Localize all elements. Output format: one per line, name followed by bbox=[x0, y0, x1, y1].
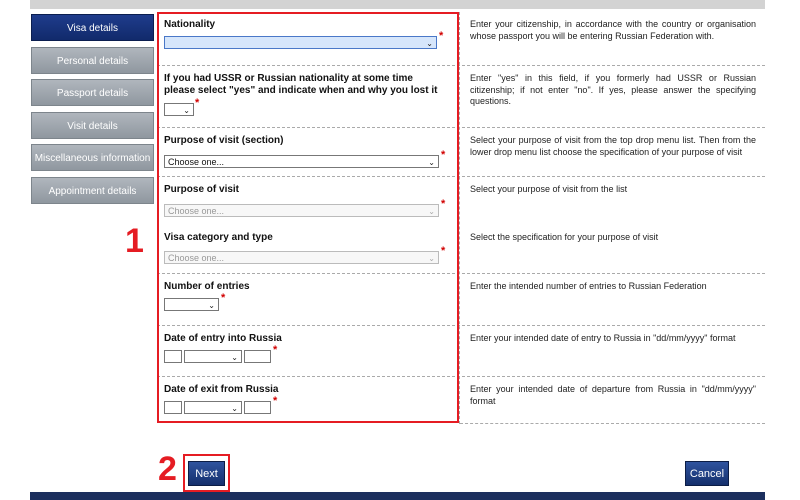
required-marker: * bbox=[441, 245, 446, 257]
chevron-down-icon: ⌄ bbox=[426, 39, 433, 48]
row-purpose bbox=[157, 177, 765, 225]
visa-form bbox=[157, 12, 765, 429]
visa-category-value: Choose one... bbox=[168, 253, 225, 263]
visa-category-help: Select the specification for your purpose of visit bbox=[470, 232, 659, 242]
bottom-bar bbox=[30, 492, 765, 500]
entry-day-input[interactable] bbox=[164, 350, 182, 363]
nationality-help: Enter your citizenship, in accordance with the country or organisation whose passport you will be entering Russian Federation with. bbox=[470, 19, 756, 41]
row-purpose-section bbox=[157, 128, 765, 177]
sidebar-item-passport-details[interactable]: Passport details bbox=[31, 79, 154, 106]
required-marker: * bbox=[221, 292, 226, 304]
entry-month-select[interactable] bbox=[184, 350, 242, 363]
visa-category-label: Visa category and type bbox=[164, 232, 273, 243]
sidebar-item-visit-details[interactable]: Visit details bbox=[31, 112, 154, 139]
exit-date-label: Date of exit from Russia bbox=[164, 384, 279, 395]
cancel-button[interactable]: Cancel bbox=[685, 461, 729, 486]
row-exit-date bbox=[157, 377, 765, 429]
entry-date-label: Date of entry into Russia bbox=[164, 333, 282, 344]
purpose-label: Purpose of visit bbox=[164, 184, 240, 195]
chevron-down-icon: ⌄ bbox=[428, 207, 435, 216]
required-marker: * bbox=[273, 344, 278, 356]
annotation-number-1: 1 bbox=[125, 222, 144, 260]
sidebar-item-miscellaneous-information[interactable]: Miscellaneous information bbox=[31, 144, 154, 171]
chevron-down-icon: ⌄ bbox=[183, 106, 190, 115]
ussr-help: Enter "yes" in this field, if you formerly had USSR or Russian citizenship; if not enter "no". If yes, please answer the specifying questions. bbox=[470, 73, 756, 106]
entries-label: Number of entries bbox=[164, 281, 250, 292]
required-marker: * bbox=[441, 198, 446, 210]
required-marker: * bbox=[195, 97, 200, 109]
visa-category-select[interactable] bbox=[164, 251, 439, 264]
purpose-section-select[interactable] bbox=[164, 155, 439, 168]
entries-help: Enter the intended number of entries to Russian Federation bbox=[470, 281, 707, 291]
purpose-value: Choose one... bbox=[168, 206, 225, 216]
exit-month-select[interactable] bbox=[184, 401, 242, 414]
entry-date-help: Enter your intended date of entry to Russia in "dd/mm/yyyy" format bbox=[470, 333, 736, 343]
purpose-select[interactable] bbox=[164, 204, 439, 217]
sidebar bbox=[31, 14, 154, 210]
row-entry-date bbox=[157, 326, 765, 377]
entry-year-input[interactable] bbox=[244, 350, 271, 363]
purpose-section-value: Choose one... bbox=[168, 157, 225, 167]
row-ussr bbox=[157, 66, 765, 128]
row-entries bbox=[157, 274, 765, 326]
row-nationality bbox=[157, 12, 765, 66]
sidebar-item-visa-details[interactable]: Visa details bbox=[31, 14, 154, 41]
chevron-down-icon: ⌄ bbox=[208, 301, 215, 310]
chevron-down-icon: ⌄ bbox=[428, 254, 435, 263]
exit-day-input[interactable] bbox=[164, 401, 182, 414]
nationality-select[interactable] bbox=[164, 36, 437, 49]
required-marker: * bbox=[439, 30, 444, 42]
chevron-down-icon: ⌄ bbox=[231, 404, 238, 413]
ussr-select[interactable] bbox=[164, 103, 194, 116]
required-marker: * bbox=[273, 395, 278, 407]
chevron-down-icon: ⌄ bbox=[428, 158, 435, 167]
ussr-label: If you had USSR or Russian nationality at some time please select "yes" and indicate when and why you lost it bbox=[164, 73, 438, 96]
exit-year-input[interactable] bbox=[244, 401, 271, 414]
table-bottom-divider bbox=[460, 423, 765, 424]
purpose-section-label: Purpose of visit (section) bbox=[164, 135, 284, 146]
row-visa-category bbox=[157, 225, 765, 274]
nationality-label: Nationality bbox=[164, 19, 216, 30]
column-divider bbox=[459, 12, 460, 424]
sidebar-item-appointment-details[interactable]: Appointment details bbox=[31, 177, 154, 204]
required-marker: * bbox=[441, 149, 446, 161]
entries-select[interactable] bbox=[164, 298, 219, 311]
purpose-help: Select your purpose of visit from the list bbox=[470, 184, 628, 194]
exit-date-help: Enter your intended date of departure from Russia in "dd/mm/yyyy" format bbox=[470, 384, 756, 406]
annotation-number-2: 2 bbox=[158, 450, 177, 488]
next-button[interactable]: Next bbox=[188, 461, 225, 486]
chevron-down-icon: ⌄ bbox=[231, 353, 238, 362]
top-bar bbox=[30, 0, 765, 9]
purpose-section-help: Select your purpose of visit from the top drop menu list. Then from the lower drop menu list choose the specification of your purpose of visit bbox=[470, 135, 756, 157]
sidebar-item-personal-details[interactable]: Personal details bbox=[31, 47, 154, 74]
